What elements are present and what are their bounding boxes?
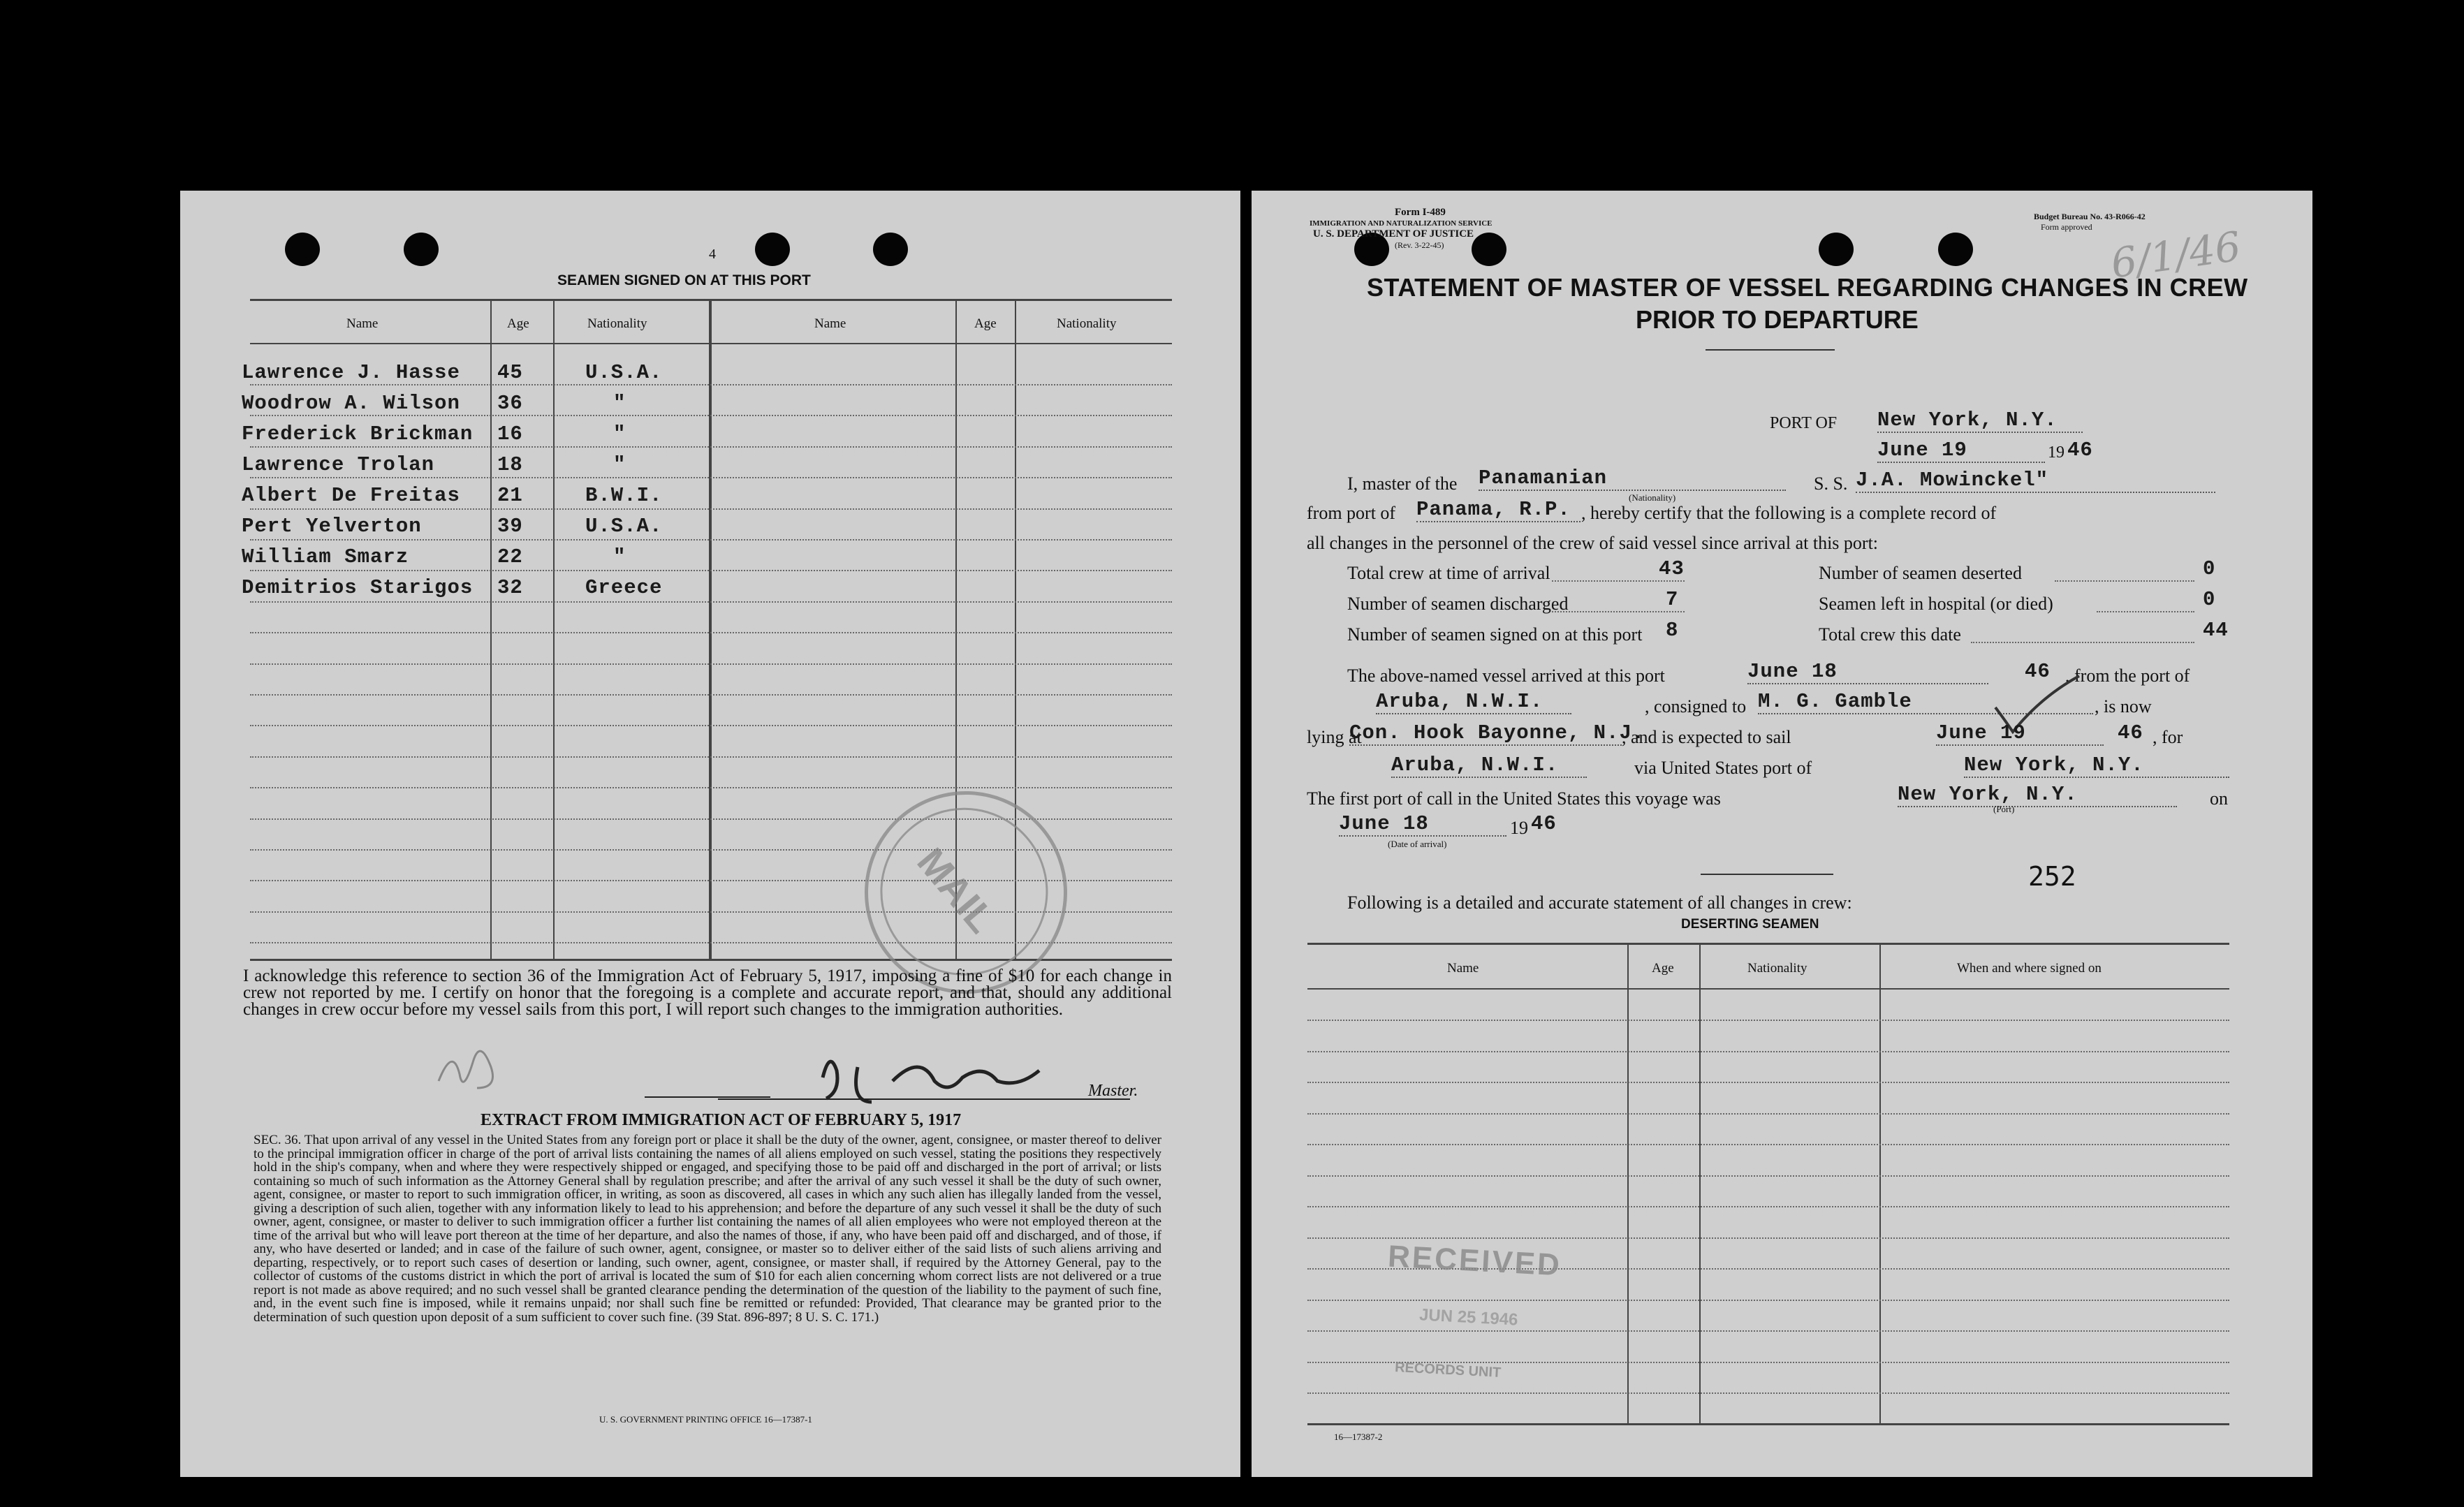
seaman-age: 32 bbox=[497, 576, 523, 599]
seaman-name: Pert Yelverton bbox=[242, 515, 422, 538]
stat-label: Seamen left in hospital (or died) bbox=[1819, 594, 2053, 614]
desert-col-signed-on: When and where signed on bbox=[1957, 961, 2102, 976]
seaman-age: 22 bbox=[497, 545, 523, 568]
arrived-date: June 18 bbox=[1747, 660, 1988, 684]
agency-line-1: IMMIGRATION AND NATURALIZATION SERVICE bbox=[1310, 219, 1493, 228]
handwritten-date: 6/1/46 bbox=[2108, 222, 2244, 288]
row-rule bbox=[250, 632, 1172, 633]
row-rule bbox=[250, 477, 1172, 478]
seaman-name: Frederick Brickman bbox=[242, 422, 474, 446]
mail-stamp: MAIL bbox=[836, 763, 1096, 1022]
seaman-age: 45 bbox=[497, 361, 523, 384]
ss-label: S. S. bbox=[1814, 473, 1848, 494]
punch-hole bbox=[1819, 233, 1854, 266]
initials-scribble bbox=[432, 1039, 508, 1095]
stat-label: Total crew this date bbox=[1819, 624, 1961, 645]
row-rule bbox=[250, 725, 1172, 726]
arrived-label: The above-named vessel arrived at this port bbox=[1347, 666, 1665, 686]
row-rule bbox=[1307, 1020, 2229, 1021]
via-port: New York, N.Y. bbox=[1964, 753, 2229, 778]
stat-value: 43 bbox=[1659, 557, 1685, 580]
seaman-age: 18 bbox=[497, 453, 523, 476]
stat-label: Number of seamen deserted bbox=[1819, 563, 2022, 583]
seaman-name: Albert De Freitas bbox=[242, 484, 460, 507]
row-rule bbox=[250, 601, 1172, 603]
nationality-value: Panamanian bbox=[1479, 466, 1786, 491]
row-rule bbox=[250, 446, 1172, 448]
seaman-nationality: " bbox=[613, 392, 626, 415]
first-port: New York, N.Y. bbox=[1898, 783, 2177, 807]
row-rule bbox=[250, 570, 1172, 571]
stat-value: 44 bbox=[2203, 619, 2229, 642]
row-rule bbox=[250, 787, 1172, 788]
expected-sail-label: , and is expected to sail bbox=[1622, 727, 1791, 747]
seaman-nationality: Greece bbox=[585, 576, 663, 599]
port-value: New York, N.Y. bbox=[1877, 409, 2083, 433]
stat-value: 8 bbox=[1666, 619, 1679, 642]
form-title-line-1: STATEMENT OF MASTER OF VESSEL REGARDING CHANGES IN CREW bbox=[1367, 273, 2248, 302]
seaman-name: William Smarz bbox=[242, 545, 409, 568]
lying-at-label: lying at bbox=[1307, 727, 1362, 747]
port-label: PORT OF bbox=[1770, 414, 1838, 432]
destination: Aruba, N.W.I. bbox=[1391, 753, 1587, 778]
nationality-caption: (Nationality) bbox=[1629, 492, 1676, 503]
from-port-of-label: , from the port of bbox=[2065, 666, 2190, 686]
row-rule bbox=[1307, 1392, 2229, 1394]
col-age-header-2: Age bbox=[974, 316, 997, 331]
seaman-nationality: U.S.A. bbox=[585, 515, 663, 538]
form-serial-number: 252 bbox=[2028, 861, 2076, 892]
desert-col-name: Name bbox=[1447, 961, 1479, 976]
acknowledgment-text: I acknowledge this reference to section 36 of the Immigration Act of February 5, 1917, imposing a fine of $10 for each change in crew not reported by me. I certify on honor that the foregoing is a complete and accurate report, and that, should any additional changes in crew occur before my vessel sails from this port, I will report such changes to the immigration authorities. bbox=[243, 966, 1172, 1019]
for-label: , for bbox=[2153, 727, 2183, 747]
date-value: June 19 bbox=[1877, 439, 2045, 463]
row-rule bbox=[250, 694, 1172, 696]
stat-value: 0 bbox=[2203, 557, 2216, 580]
row-rule bbox=[250, 539, 1172, 541]
sail-date: June 19 bbox=[1936, 721, 2104, 746]
via-label: via United States port of bbox=[1634, 758, 1812, 778]
row-rule bbox=[1307, 1175, 2229, 1177]
form-approved: Form approved bbox=[2041, 222, 2092, 232]
row-rule bbox=[1307, 1330, 2229, 1332]
received-stamp: RECEIVED bbox=[1386, 1239, 1563, 1283]
on-label: on bbox=[2210, 788, 2228, 809]
right-printer-line: 16—17387-2 bbox=[1334, 1432, 1383, 1442]
punch-hole bbox=[1472, 233, 1506, 266]
row-rule bbox=[1307, 1082, 2229, 1083]
received-date-stamp: JUN 25 1946 bbox=[1418, 1305, 1519, 1330]
seaman-name: Lawrence Trolan bbox=[242, 453, 435, 476]
form-title-line-2: PRIOR TO DEPARTURE bbox=[1636, 305, 1919, 334]
row-rule bbox=[1307, 1300, 2229, 1301]
seaman-age: 39 bbox=[497, 515, 523, 538]
first-port-year: 46 bbox=[1531, 812, 1557, 835]
stat-label: Number of seamen signed on at this port bbox=[1347, 624, 1643, 645]
all-changes-text: all changes in the personnel of the crew of said vessel since arrival at this port: bbox=[1307, 533, 1879, 553]
from-port-label: from port of bbox=[1307, 503, 1396, 523]
lying-at-value: Con. Hook Bayonne, N.J. bbox=[1349, 721, 1645, 744]
page-number: 4 bbox=[709, 247, 716, 262]
year-value: 46 bbox=[2067, 439, 2093, 462]
seaman-name: Lawrence J. Hasse bbox=[242, 361, 460, 384]
stat-value: 7 bbox=[1666, 588, 1679, 611]
seaman-nationality: B.W.I. bbox=[585, 484, 663, 507]
seaman-nationality: " bbox=[613, 422, 626, 446]
left-page bbox=[180, 191, 1240, 1477]
row-rule bbox=[250, 508, 1172, 510]
first-port-date: June 18 bbox=[1339, 812, 1506, 837]
col-name-header: Name bbox=[346, 316, 379, 331]
records-unit-stamp: RECORDS UNIT bbox=[1394, 1360, 1502, 1381]
stat-label: Total crew at time of arrival bbox=[1347, 563, 1550, 583]
extract-text: SEC. 36. That upon arrival of any vessel in the United States from any foreign port or place it shall be the duty of the owner, agent, consignee, or master thereof to deliver to the principal immigration officer in charge of the port of arrival lists containing the names of all aliens employed on such vessel, stating the positions they respectively hold in the ship's company, when and where they were respectively shipped or engaged, and specifying those to be paid off and discharged in the port of arrival; or lists containing so much of such information as the Attorney General shall by regulation prescribe; and after the arrival of any such vessel it shall be the duty of such owner, agent, consignee, or master to report to such immigration officer, in writing, as soon as discovered, all cases in which any such alien has illegally landed from the vessel, giving a description of such alien, together with any information likely to lead to his apprehension; and before the departure of any such vessel it shall be the duty of such owner, agent, consignee, or master to deliver to such immigration officer a further list containing the names of all alien employees who were not employed thereon at the time of the arrival but who will leave port thereon at the time of her departure, and also the names of those, if any, who have been paid off and discharged, and of those, if any, who have deserted or landed; and in case of the failure of such owner, agent, consignee, or master so to deliver either of the said lists of such aliens arriving and departing, respectively, or to report such cases of desertion or landing, such owner, agent, consignee, or master shall, if required by the Attorney General, pay to the collector of customs of the customs district in which the port of arrival is located the sum of $10 for each alien concerning whom correct lists are not delivered or a true report is not made as above required; and no such vessel shall be granted clearance pending the determination of the question of the liability to the payment of such fine, and, in the event such fine is imposed, while it remains unpaid; nor shall such fine be remitted or refunded: Provided, That clearance may be granted prior to the determination of such question upon deposit of a sum sufficient to cover such fine. (39 Stat. 896-897; 8 U. S. C. 171.) bbox=[254, 1133, 1161, 1325]
master-of-label: I, master of the bbox=[1347, 473, 1458, 494]
year-prefix: 19 bbox=[2048, 443, 2065, 462]
form-revision: (Rev. 3-22-45) bbox=[1395, 240, 1444, 250]
is-now-label: , is now bbox=[2095, 696, 2152, 716]
row-rule bbox=[250, 756, 1172, 758]
agency-line-2: U. S. DEPARTMENT OF JUSTICE bbox=[1313, 228, 1474, 240]
col-nationality-header-2: Nationality bbox=[1057, 316, 1117, 331]
seaman-nationality: U.S.A. bbox=[585, 361, 663, 384]
seaman-age: 16 bbox=[497, 422, 523, 446]
seaman-name: Woodrow A. Wilson bbox=[242, 392, 460, 415]
seaman-age: 21 bbox=[497, 484, 523, 507]
first-port-year-prefix: 19 bbox=[1510, 818, 1528, 838]
master-label: Master. bbox=[1088, 1082, 1138, 1100]
punch-hole bbox=[285, 233, 320, 266]
printer-line: U. S. GOVERNMENT PRINTING OFFICE 16—17387-1 bbox=[599, 1414, 812, 1425]
arrival-from-port: Aruba, N.W.I. bbox=[1376, 690, 1571, 714]
row-rule bbox=[250, 384, 1172, 385]
col-age-header: Age bbox=[507, 316, 529, 331]
certify-text: , hereby certify that the following is a complete record of bbox=[1581, 503, 1997, 523]
desert-col-nationality: Nationality bbox=[1747, 961, 1807, 976]
first-port-label: The first port of call in the United States this voyage was bbox=[1307, 788, 1721, 809]
following-text: Following is a detailed and accurate statement of all changes in crew: bbox=[1347, 892, 1852, 913]
extract-title: EXTRACT FROM IMMIGRATION ACT OF FEBRUARY 5, 1917 bbox=[481, 1111, 962, 1129]
stat-label: Number of seamen discharged bbox=[1347, 594, 1569, 614]
signed-on-title: SEAMEN SIGNED ON AT THIS PORT bbox=[557, 272, 811, 288]
vessel-name: J.A. Mowinckel" bbox=[1856, 469, 2215, 493]
arrived-year: 46 bbox=[2025, 660, 2051, 683]
port-caption: (Port) bbox=[1993, 804, 2015, 814]
row-rule bbox=[1307, 1051, 2229, 1052]
date-caption: (Date of arrival) bbox=[1388, 839, 1447, 849]
col-nationality-header: Nationality bbox=[587, 316, 647, 331]
form-number: Form I-489 bbox=[1395, 207, 1446, 218]
seaman-age: 36 bbox=[497, 392, 523, 415]
row-rule bbox=[250, 415, 1172, 416]
col-name-header-2: Name bbox=[814, 316, 846, 331]
seaman-nationality: " bbox=[613, 453, 626, 476]
desert-col-age: Age bbox=[1652, 961, 1674, 976]
seaman-nationality: " bbox=[613, 545, 626, 568]
deserting-title: DESERTING SEAMEN bbox=[1681, 917, 1819, 932]
seaman-name: Demitrios Starigos bbox=[242, 576, 474, 599]
punch-hole bbox=[1938, 233, 1973, 266]
from-port-value: Panama, R.P. bbox=[1416, 498, 1581, 522]
sail-year: 46 bbox=[2118, 721, 2143, 744]
consigned-label: , consigned to bbox=[1645, 696, 1747, 716]
stat-value: 0 bbox=[2203, 588, 2216, 611]
row-rule bbox=[1307, 1113, 2229, 1115]
budget-bureau: Budget Bureau No. 43-R066-42 bbox=[2034, 212, 2146, 221]
right-page bbox=[1252, 191, 2312, 1477]
row-rule bbox=[250, 663, 1172, 665]
row-rule bbox=[1307, 1206, 2229, 1207]
punch-hole bbox=[404, 233, 439, 266]
consignee: M. G. Gamble bbox=[1758, 690, 2093, 714]
punch-hole bbox=[755, 233, 790, 266]
row-rule bbox=[1307, 1237, 2229, 1239]
row-rule bbox=[1307, 1144, 2229, 1145]
punch-hole bbox=[873, 233, 908, 266]
